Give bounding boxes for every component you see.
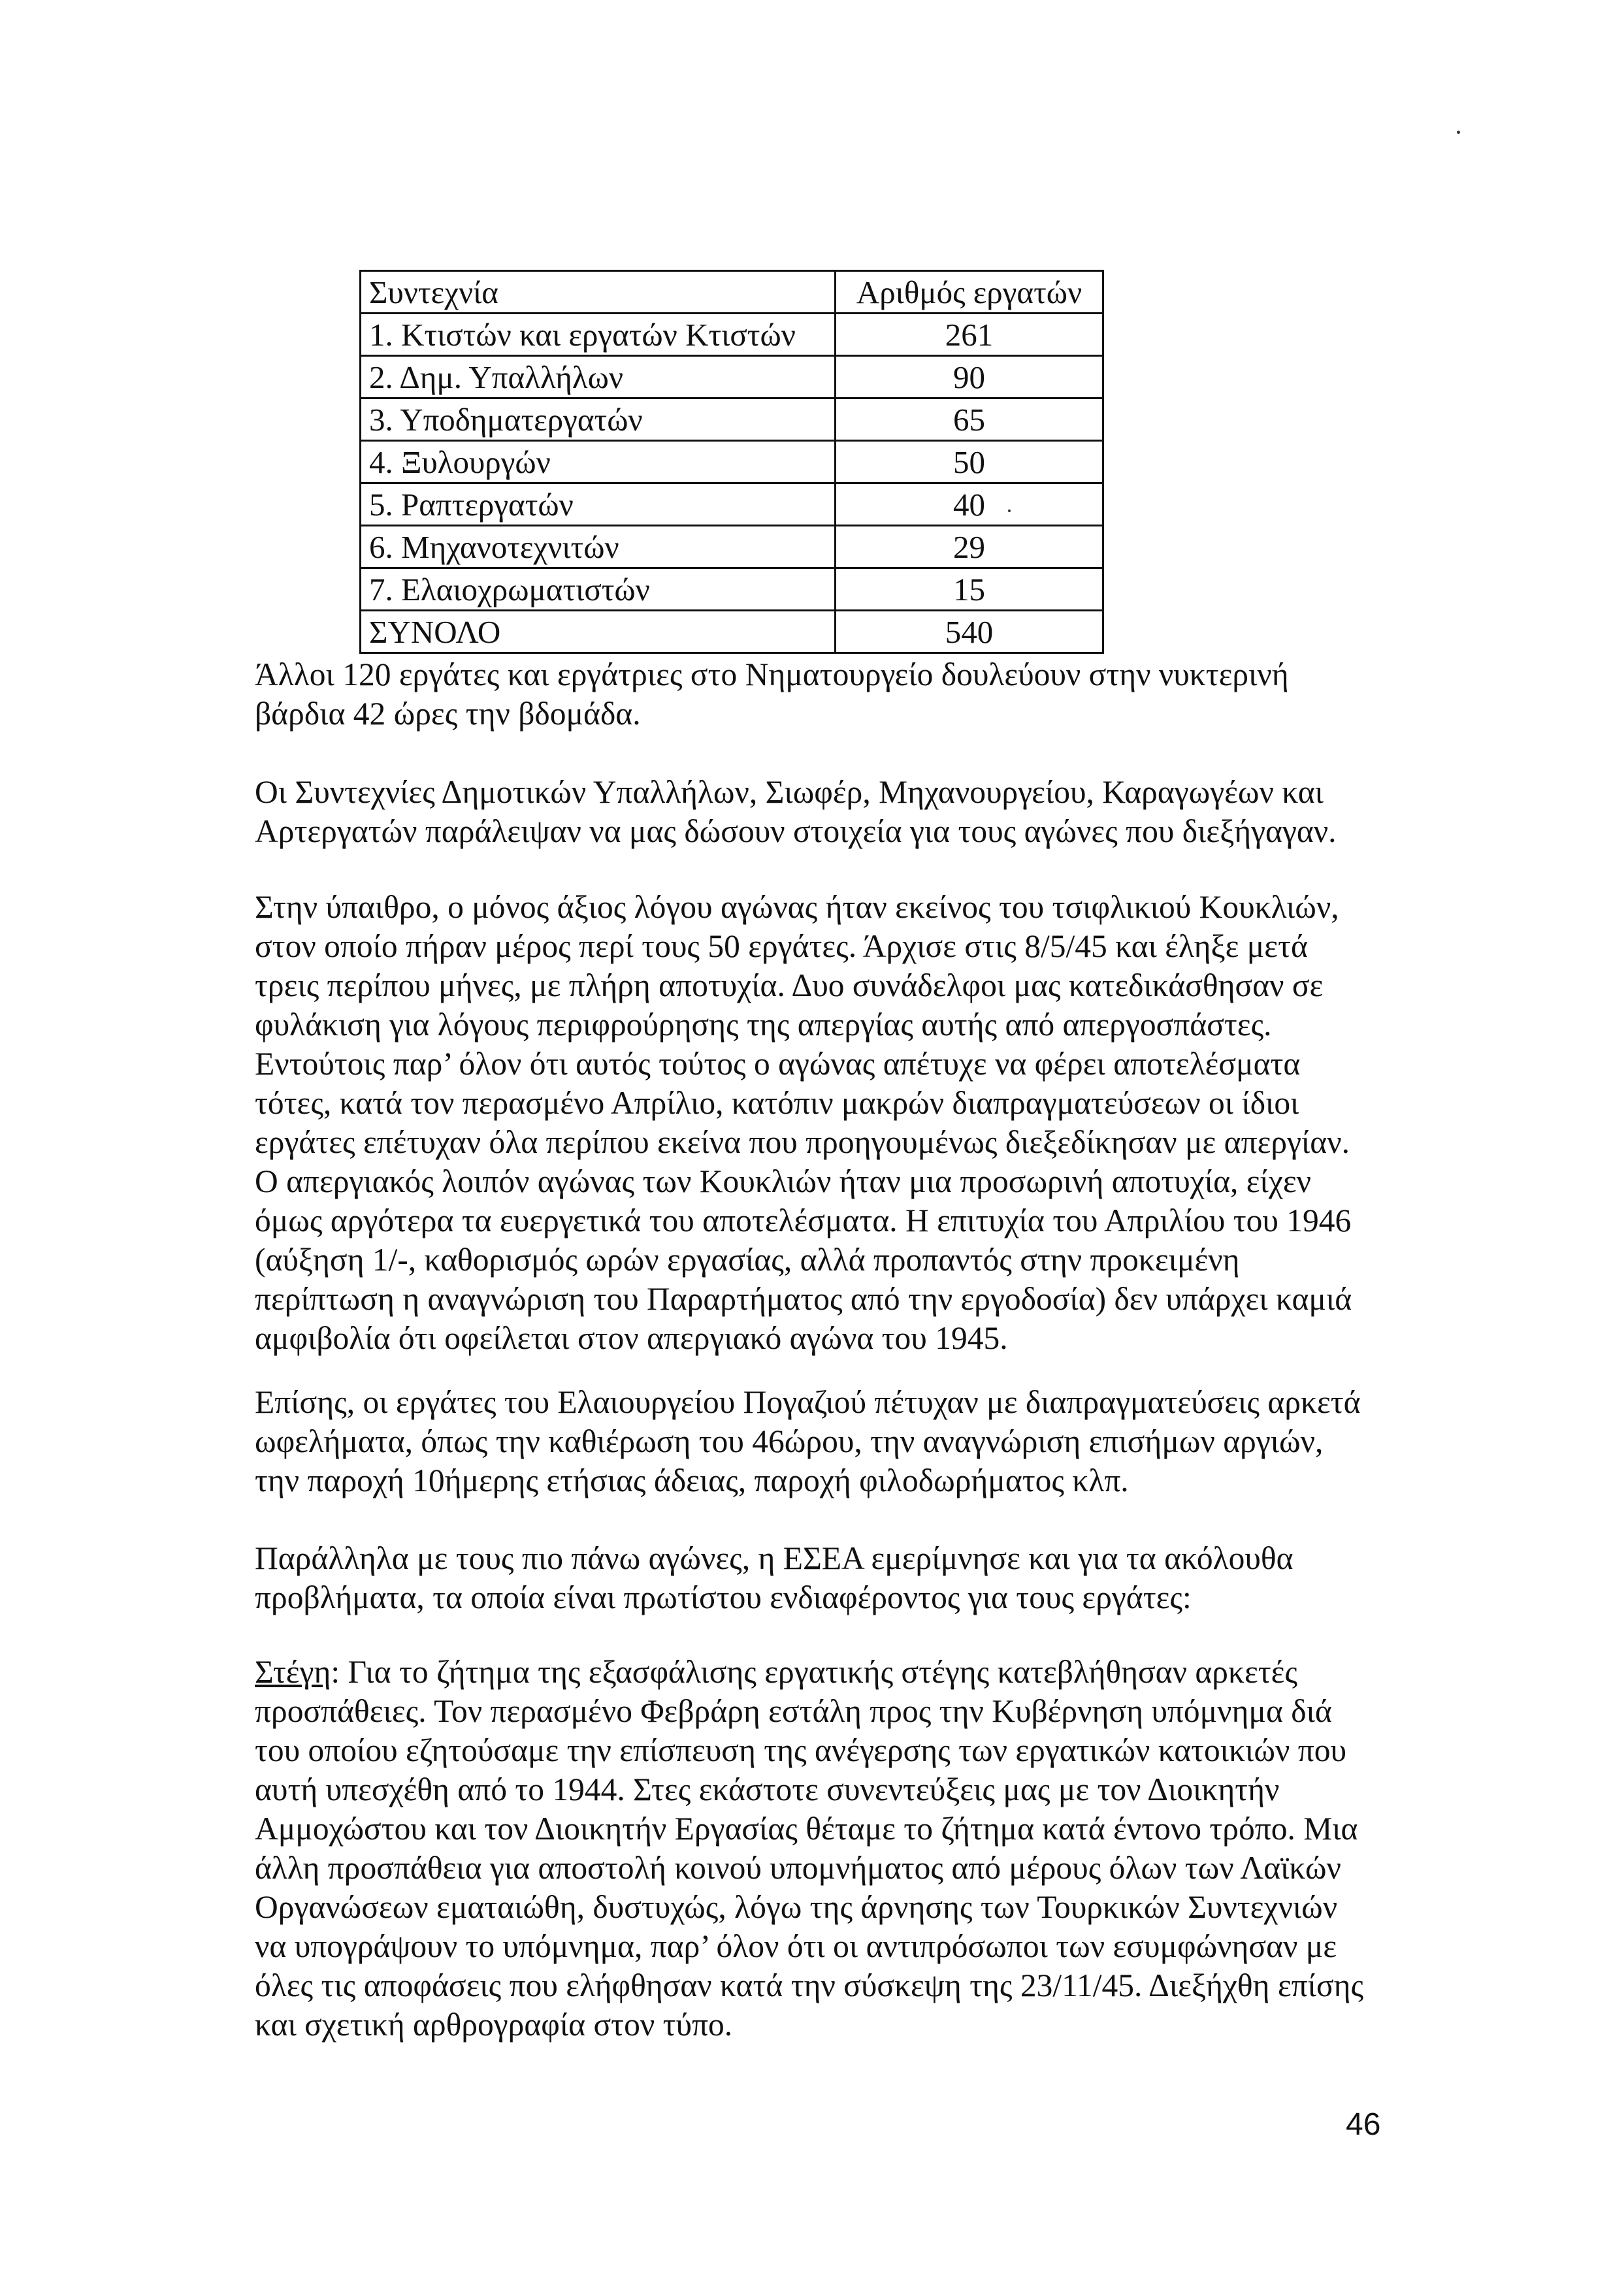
table-row bbox=[361, 483, 1103, 526]
table-total-row bbox=[361, 611, 1103, 653]
text-line: αυτή υπεσχέθη από το 1944. Στες εκάστοτε συνεντεύξεις μας με τον Διοικητήν bbox=[255, 1771, 1280, 1807]
union-name: 6. Μηχανοτεχνιτών bbox=[361, 526, 836, 568]
text-line: ωφελήματα, όπως την καθιέρωση του 46ώρου, την αναγνώριση επισήμων αργιών, bbox=[255, 1423, 1324, 1459]
text-line: περίπτωση η αναγνώριση του Παραρτήματος από την εργοδοσία) δεν υπάρχει καμιά bbox=[255, 1281, 1352, 1317]
paragraph-kouklia-strike bbox=[255, 888, 1378, 1358]
text-line: να υπογράψουν το υπόμνημα, παρ’ όλον ότι οι αντιπρόσωποι των εσυμφώνησαν με bbox=[255, 1928, 1337, 1964]
union-name: 3. Υποδηματεργατών bbox=[361, 398, 836, 441]
text-line: στον οποίο πήραν μέρος περί τους 50 εργάτες. Άρχισε στις 8/5/45 και έληξε μετά bbox=[255, 928, 1308, 964]
housing-first-line: : Για το ζήτημα της εξασφάλισης εργατικής στέγης κατεβλήθησαν αρκετές bbox=[331, 1654, 1298, 1690]
table-row bbox=[361, 356, 1103, 398]
table-row bbox=[361, 441, 1103, 483]
union-name: 2. Δημ. Υπαλλήλων bbox=[361, 356, 836, 398]
union-name: 1. Κτιστών και εργατών Κτιστών bbox=[361, 314, 836, 356]
text-line: τότες, κατά τον περασμένο Απρίλιο, κατόπιν μακρών διαπραγματεύσεων οι ίδιοι bbox=[255, 1085, 1299, 1121]
union-name: 7. Ελαιοχρωματιστών bbox=[361, 568, 836, 611]
text-line: αμφιβολία ότι οφείλεται στον απεργιακό αγώνα του 1945. bbox=[255, 1320, 1008, 1356]
text-line: Αμμοχώστου και τον Διοικητήν Εργασίας θέταμε το ζήτημα κατά έντονο τρόπο. Μια bbox=[255, 1811, 1358, 1847]
text-line: Ο απεργιακός λοιπόν αγώνας των Κουκλιών ήταν μια προσωρινή αποτυχία, είχεν bbox=[255, 1163, 1312, 1199]
table-row bbox=[361, 398, 1103, 441]
text-line: του οποίου εζητούσαμε την επίσπευση της ανέγερσης των εργατικών κατοικιών που bbox=[255, 1732, 1346, 1768]
text-line: Επίσης, οι εργάτες του Ελαιουργείου Πογαζιού πέτυχαν με διαπραγματεύσεις αρκετά bbox=[255, 1384, 1361, 1420]
text-line: όμως αργότερα τα ευεργετικά του αποτελέσματα. Η επιτυχία του Απριλίου του 1946 bbox=[255, 1203, 1352, 1238]
total-label: ΣΥΝΟΛΟ bbox=[361, 611, 836, 653]
paragraph-missing-data bbox=[255, 773, 1378, 851]
text-line: όλες τις αποφάσεις που ελήφθησαν κατά την σύσκεψη της 23/11/45. Διεξήχθη επίσης bbox=[255, 1967, 1364, 2003]
text-line: Παράλληλα με τους πιο πάνω αγώνες, η ΕΣΕΑ εμερίμνησε και για τα ακόλουθα bbox=[255, 1540, 1294, 1576]
worker-count: 29 bbox=[836, 526, 1103, 568]
text-line: Στην ύπαιθρο, ο μόνος άξιος λόγου αγώνας ήταν εκείνος του τσιφλικιού Κουκλιών, bbox=[255, 889, 1339, 925]
paragraph-esea-problems bbox=[255, 1539, 1378, 1617]
worker-count: 65 bbox=[836, 398, 1103, 441]
worker-count: 261 bbox=[836, 314, 1103, 356]
union-name: 5. Ραπτεργατών bbox=[361, 483, 836, 526]
worker-count: 50 bbox=[836, 441, 1103, 483]
scan-speck bbox=[1457, 131, 1460, 134]
union-name: 4. Ξυλουργών bbox=[361, 441, 836, 483]
total-count: 540 bbox=[836, 611, 1103, 653]
text-line: την παροχή 10ήμερης ετήσιας άδειας, παροχή φιλοδωρήματος κλπ. bbox=[255, 1463, 1129, 1498]
text-line: Άλλοι 120 εργάτες και εργάτριες στο Νηματουργείο δουλεύουν στην νυκτερινή bbox=[255, 656, 1289, 692]
worker-count: 15 bbox=[836, 568, 1103, 611]
paragraph-housing bbox=[255, 1653, 1378, 2045]
text-line: προβλήματα, τα οποία είναι πρωτίστου ενδιαφέροντος για τους εργάτες: bbox=[255, 1579, 1192, 1615]
text-line: εργάτες επέτυχαν όλα περίπου εκείνα που προηγουμένως διεξεδίκησαν με απεργίαν. bbox=[255, 1124, 1350, 1160]
text-line bbox=[255, 1653, 1378, 1692]
table-row bbox=[361, 526, 1103, 568]
text-line: άλλη προσπάθεια για αποστολή κοινού υπομνήματος από μέρους όλων των Λαϊκών bbox=[255, 1850, 1341, 1886]
paragraph-olive-mill bbox=[255, 1383, 1378, 1500]
header-union: Συντεχνία bbox=[361, 271, 836, 314]
text-line: προσπάθειες. Τον περασμένο Φεβράρη εστάλη προς την Κυβέρνηση υπόμνημα διά bbox=[255, 1693, 1332, 1729]
header-worker-count: Αριθμός εργατών bbox=[836, 271, 1103, 314]
worker-count: 40 bbox=[836, 483, 1103, 526]
unions-table bbox=[359, 270, 1104, 654]
page-number: 46 bbox=[1346, 2107, 1381, 2142]
worker-count: 90 bbox=[836, 356, 1103, 398]
text-line: φυλάκιση για λόγους περιφρούρησης της απεργίας αυτής από απεργοσπάστες. bbox=[255, 1007, 1272, 1043]
housing-label: Στέγη bbox=[255, 1654, 331, 1690]
table-row bbox=[361, 568, 1103, 611]
text-line: τρεις περίπου μήνες, με πλήρη αποτυχία. Δυο συνάδελφοι μας κατεδικάσθησαν σε bbox=[255, 967, 1324, 1003]
scan-speck bbox=[1008, 509, 1011, 512]
text-line: (αύξηση 1/-, καθορισμός ωρών εργασίας, αλλά προπαντός στην προκειμένη bbox=[255, 1242, 1240, 1278]
paragraph-night-shift bbox=[255, 655, 1378, 734]
text-line: και σχετική αρθρογραφία στον τύπο. bbox=[255, 2007, 733, 2043]
text-line: Αρτεργατών παράλειψαν να μας δώσουν στοιχεία για τους αγώνες που διεξήγαγαν. bbox=[255, 813, 1337, 849]
text-line: βάρδια 42 ώρες την βδομάδα. bbox=[255, 696, 641, 732]
table-row bbox=[361, 314, 1103, 356]
text-line: Εντούτοις παρ’ όλον ότι αυτός τούτος ο αγώνας απέτυχε να φέρει αποτελέσματα bbox=[255, 1046, 1301, 1082]
table-header-row bbox=[361, 271, 1103, 314]
text-line: Οι Συντεχνίες Δημοτικών Υπαλλήλων, Σιωφέρ, Μηχανουργείου, Καραγωγέων και bbox=[255, 774, 1324, 810]
text-line: Οργανώσεων εματαιώθη, δυστυχώς, λόγω της άρνησης των Τουρκικών Συντεχνιών bbox=[255, 1889, 1338, 1925]
